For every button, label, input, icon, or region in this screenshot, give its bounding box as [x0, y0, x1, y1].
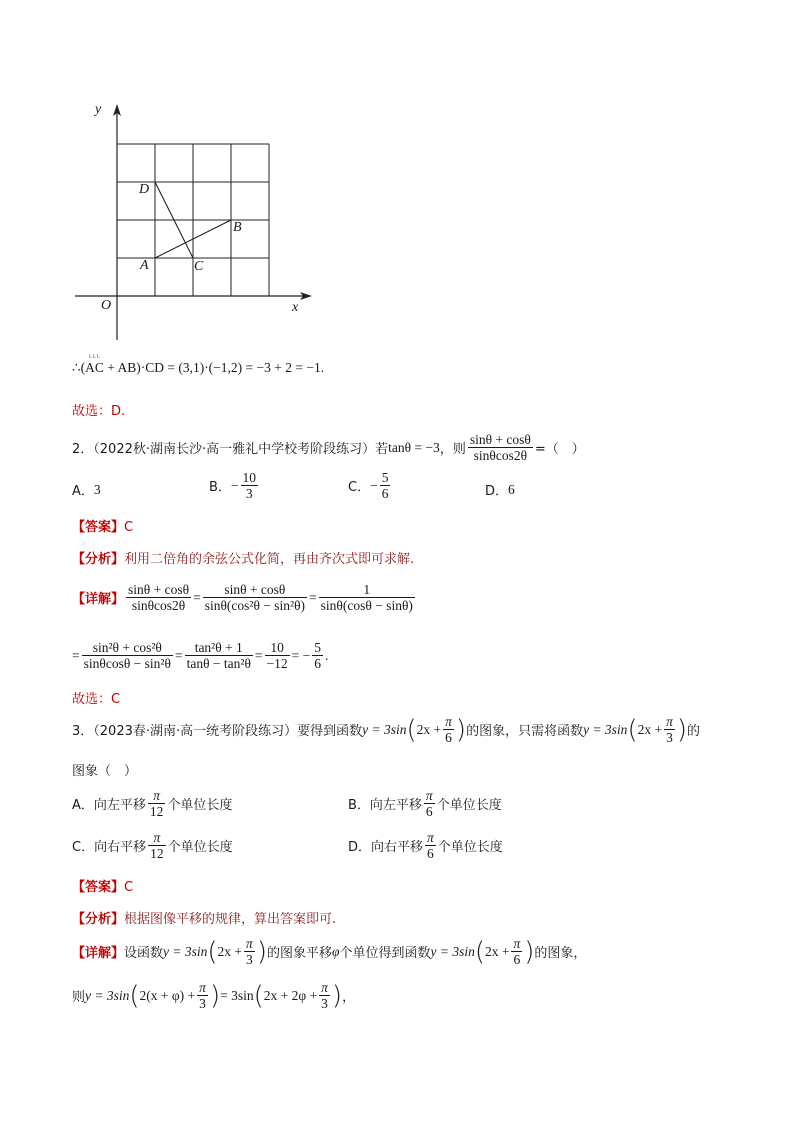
q3-option-b-num: π	[425, 788, 433, 803]
q3-detail-line2	[72, 980, 355, 1011]
q3-func2-num: π	[666, 714, 673, 729]
q2-detail-frac5	[185, 640, 253, 671]
q2-answer-tag: 【答案】	[72, 520, 125, 535]
q2-detail-frac7-num: 5	[314, 640, 322, 655]
q3-detail-phi: φ	[331, 943, 340, 959]
q3-detail-b: 的图象平移	[266, 946, 332, 961]
q2-option-a	[72, 480, 101, 499]
q2-answer	[72, 516, 133, 535]
coordinate-figure	[70, 100, 320, 345]
q3-func1-inner: 2x +	[416, 721, 442, 737]
q3-detail-func2-num: π	[513, 936, 521, 951]
q2-detail-frac5-num: tan²θ + 1	[185, 640, 253, 656]
q3-stem	[72, 714, 700, 745]
equals-sign: =	[174, 647, 183, 663]
origin-label: O	[101, 298, 112, 313]
q2-detail-frac4-num: sin²θ + cos²θ	[82, 640, 173, 656]
q2-option-c-label: C．	[348, 480, 371, 495]
q2-option-d	[485, 480, 515, 499]
q2-option-d-label: D．	[485, 484, 509, 499]
q3-option-c-num: π	[148, 830, 166, 846]
q2-target-numerator: sinθ + cosθ	[469, 432, 531, 447]
q3-option-c-label: C．向右平移	[72, 840, 147, 855]
q3-option-d-den: 6	[427, 846, 434, 861]
q2-detail-tag: 【详解】	[72, 592, 125, 607]
q3-func2-den: 3	[666, 730, 673, 745]
q2-detail-frac7	[312, 640, 323, 671]
q2-detail-frac2-den: sinθ(cos²θ − sin²θ)	[204, 598, 306, 613]
axis-x-label: x	[292, 300, 299, 315]
point-d-label: D	[139, 182, 150, 197]
point-c-label: C	[194, 259, 204, 274]
period: .	[325, 647, 329, 663]
q2-detail-frac1-num: sinθ + cosθ	[128, 582, 190, 597]
q3-line2-num2: π	[321, 980, 328, 995]
paren-close: )	[331, 980, 343, 1011]
q3-answer-tag: 【答案】	[72, 880, 125, 895]
q3-option-c	[72, 830, 233, 861]
q3-stem-line2: 图象（ ）	[72, 764, 138, 779]
q2-detail-frac2	[203, 582, 307, 613]
q2-target-fraction	[468, 432, 533, 463]
q3-stem-prefix: 3．（2023春·湖南·高一统考阶段练习）要得到函数	[72, 724, 363, 739]
q3-option-b-frac	[424, 788, 435, 819]
q2-detail-frac5-den: tanθ − tan²θ	[186, 656, 251, 671]
q3-option-a	[72, 788, 232, 819]
q3-option-b-label: B．向左平移	[348, 798, 422, 813]
q2-option-a-label: A．	[72, 484, 94, 499]
q3-answer	[72, 876, 133, 895]
q2-detail-frac4	[82, 640, 173, 671]
q3-option-b-tail: 个单位长度	[436, 798, 502, 813]
q2-option-c-den: 6	[381, 486, 389, 501]
q3-detail-c: 个单位得到函数	[339, 946, 431, 961]
q3-detail-func1-den: 3	[246, 952, 253, 967]
q3-option-a-den: 12	[149, 804, 164, 819]
q3-option-a-label: A．向左平移	[72, 798, 146, 813]
q2-detail-frac3-den: sinθ(cosθ − sinθ)	[320, 598, 413, 613]
vector-arrow-marks: ᴸᴸᴸ	[89, 354, 101, 362]
paren-open: (	[406, 714, 417, 745]
q3-detail-func2-den: 6	[513, 952, 521, 967]
equals-sign: =	[309, 589, 317, 605]
q3-stem-end: 的	[687, 724, 701, 739]
point-b-label: B	[233, 220, 242, 235]
q2-stem-prefix: 2．（2022秋·湖南长沙·高一雅礼中学校考阶段练习）若	[72, 442, 389, 457]
paren-open: (	[474, 936, 485, 967]
q2-detail-frac6-num: 10	[265, 640, 290, 656]
q2-stem-mid: ，则	[439, 442, 466, 457]
q3-detail-func2-pre: y = 3sin	[430, 943, 475, 959]
paren-open: (	[207, 936, 218, 967]
q2-detail-line1	[72, 582, 417, 613]
q2-detail-frac1	[126, 582, 191, 613]
therefore-symbol: ∴	[72, 360, 81, 375]
axis-y-label: y	[95, 102, 102, 117]
q2-detail-frac4-den: sinθcosθ − sin²θ	[83, 656, 171, 671]
q2-detail-frac3	[319, 582, 415, 613]
q2-option-b-den: 3	[245, 486, 253, 501]
q3-option-d	[348, 830, 503, 861]
q3-detail-tag: 【详解】	[72, 946, 125, 961]
q2-option-b-sign: −	[230, 477, 239, 493]
q2-condition: tanθ = −3	[388, 439, 440, 455]
q2-option-c-fraction	[380, 470, 391, 501]
equals-sign: =	[254, 647, 263, 663]
q3-option-c-tail: 个单位长度	[167, 840, 233, 855]
q1-answer-line: 故选：D.	[72, 404, 126, 419]
q3-analysis-tag: 【分析】	[72, 912, 125, 927]
paren-close: )	[209, 980, 221, 1011]
q2-option-c	[348, 470, 392, 501]
q2-option-b-fraction	[241, 470, 259, 501]
equals-sign: =	[72, 647, 80, 663]
q3-line2-frac	[197, 980, 208, 1011]
q2-detail-frac1-den: sinθcos2θ	[131, 598, 186, 613]
q3-detail-a: 设函数	[124, 946, 164, 961]
q3-option-c-den: 12	[150, 846, 164, 861]
q3-line2-mid: = 3sin	[220, 987, 254, 1003]
q2-option-d-value: 6	[508, 481, 515, 497]
q3-detail-d: 的图象，	[534, 946, 587, 961]
q3-analysis	[72, 908, 336, 927]
q2-option-c-num: 5	[381, 470, 389, 485]
q3-detail-func1-num: π	[246, 936, 253, 951]
q2-detail-frac6	[265, 640, 290, 671]
q3-detail-func2-frac	[511, 936, 522, 967]
q1-calculation	[72, 360, 324, 376]
q2-option-b-num: 10	[242, 470, 257, 485]
q3-option-a-frac	[148, 788, 166, 819]
q3-analysis-text: 根据图像平移的规律，算出答案即可.	[124, 912, 337, 927]
paren-open: (	[627, 714, 638, 745]
q3-option-d-tail: 个单位长度	[437, 840, 503, 855]
q3-option-d-num: π	[427, 830, 434, 845]
q2-option-b	[209, 470, 260, 501]
paren-open: (	[253, 980, 264, 1011]
q3-option-d-label: D．向右平移	[348, 840, 424, 855]
paren-open: (	[129, 980, 140, 1011]
q2-option-c-sign: −	[370, 477, 378, 493]
paren-close: )	[524, 936, 535, 967]
point-a-label: A	[140, 258, 149, 273]
q3-stem-mid: 的图象，只需将函数	[466, 724, 584, 739]
paren-close: )	[676, 714, 688, 745]
q3-func1-pre: y = 3sin	[362, 721, 407, 737]
q2-option-a-value: 3	[93, 481, 101, 497]
vector-dot-calc: (AC + AB)·CD = (3,1)·(−1,2) = −3 + 2 = −1.	[80, 360, 325, 375]
q3-detail-func2-inner: 2x +	[484, 943, 510, 959]
q3-detail-func1-pre: y = 3sin	[163, 943, 208, 959]
q2-stem	[72, 432, 585, 463]
q3-detail-line1	[72, 936, 586, 967]
equals-sign: =	[193, 589, 201, 605]
paren-close: )	[455, 714, 467, 745]
q2-stem-end: =（ ）	[534, 442, 585, 457]
q2-option-b-label: B．	[209, 480, 231, 495]
q2-detail-frac6-den: −12	[266, 656, 288, 671]
q3-line2-inner: 2(x + φ) +	[139, 987, 196, 1003]
q3-answer-value: C	[124, 880, 134, 895]
q3-line2-inner2: 2x + 2φ +	[263, 987, 318, 1003]
q2-analysis-text: 利用二倍角的余弦公式化简，再由齐次式即可求解.	[124, 552, 415, 567]
q3-option-d-frac	[425, 830, 436, 861]
q3-line2-num: π	[199, 980, 206, 995]
q3-option-b	[348, 788, 502, 819]
q2-target-denominator: sinθcos2θ	[473, 448, 528, 463]
q3-line2-pre: y = 3sin	[85, 987, 130, 1003]
q3-option-b-den: 6	[425, 804, 433, 819]
q3-func2-frac	[664, 714, 675, 745]
q3-line2-frac2	[319, 980, 330, 1011]
q3-option-a-tail: 个单位长度	[167, 798, 233, 813]
q3-func2-inner: 2x +	[637, 721, 663, 737]
q3-func2-pre: y = 3sin	[583, 721, 628, 737]
q3-option-a-num: π	[148, 788, 166, 804]
q2-detail-line2	[72, 640, 328, 671]
q2-detail-frac7-den: 6	[314, 656, 322, 671]
q2-analysis	[72, 548, 414, 567]
q3-line2-end: ，	[342, 990, 356, 1005]
q3-func1-den: 6	[445, 730, 452, 745]
q2-detail-frac3-num: 1	[319, 582, 415, 598]
q3-option-c-frac	[148, 830, 166, 861]
equals-minus: = −	[291, 647, 311, 663]
q3-line2-den2: 3	[321, 996, 328, 1011]
q2-analysis-tag: 【分析】	[72, 552, 125, 567]
q2-detail-frac2-num: sinθ + cosθ	[203, 582, 307, 598]
q2-answer-line: 故选：C	[72, 692, 121, 707]
q3-line2-den: 3	[199, 996, 206, 1011]
q2-answer-value: C	[124, 520, 134, 535]
q3-detail-func1-frac	[244, 936, 255, 967]
q3-func1-num: π	[445, 714, 452, 729]
q3-then: 则	[72, 990, 86, 1005]
q3-func1-frac	[443, 714, 454, 745]
q3-detail-func1-inner: 2x +	[217, 943, 243, 959]
paren-close: )	[256, 936, 267, 967]
